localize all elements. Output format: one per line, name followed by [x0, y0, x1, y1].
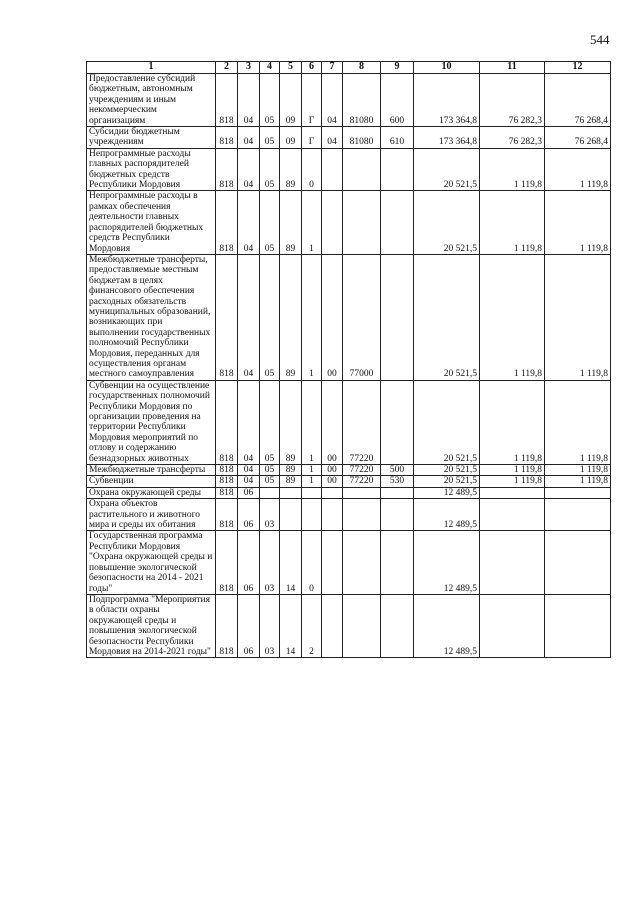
- row-name: Охрана окружающей среды: [87, 487, 216, 498]
- header-cell: 8: [343, 62, 381, 74]
- amount-col10: 20 521,5: [414, 465, 480, 476]
- header-cell: 10: [414, 62, 480, 74]
- code-expense-type: 530: [381, 476, 414, 487]
- code-direction: 81080: [343, 127, 381, 149]
- code-razdel: 06: [238, 594, 260, 657]
- code-podrazdel: 05: [260, 74, 280, 127]
- table-row: [87, 594, 611, 657]
- amount-col11: 76 282,3: [480, 127, 545, 149]
- amount-col12: 76 268,4: [545, 74, 611, 127]
- table-row: [87, 465, 611, 476]
- code-direction: [343, 499, 381, 531]
- amount-col12: [545, 594, 611, 657]
- code-event: 00: [322, 380, 343, 464]
- row-name: Подпрограмма "Мероприятия в области охраны окружающей среды и повышения экологической безопасности Республики Мордовия на 2014-2021 годы": [87, 594, 216, 657]
- table-row: [87, 191, 611, 254]
- code-event: 04: [322, 74, 343, 127]
- code-direction: 77000: [343, 254, 381, 380]
- code-event: [322, 148, 343, 191]
- code-program: 89: [280, 465, 302, 476]
- code-direction: [343, 594, 381, 657]
- code-glava: 818: [216, 254, 238, 380]
- code-program: 14: [280, 594, 302, 657]
- code-expense-type: [381, 499, 414, 531]
- code-glava: 818: [216, 594, 238, 657]
- code-subprogram: 0: [302, 531, 322, 594]
- code-expense-type: [381, 191, 414, 254]
- code-subprogram: 1: [302, 380, 322, 464]
- row-name: Непрограммные расходы в рамках обеспечения деятельности главных распорядителей бюджетных средств Республики Мордовия: [87, 191, 216, 254]
- code-event: 00: [322, 476, 343, 487]
- code-podrazdel: 05: [260, 476, 280, 487]
- amount-col11: 1 119,8: [480, 254, 545, 380]
- amount-col11: 1 119,8: [480, 148, 545, 191]
- amount-col12: 1 119,8: [545, 254, 611, 380]
- code-expense-type: [381, 254, 414, 380]
- code-razdel: 04: [238, 254, 260, 380]
- table-header: [87, 62, 611, 74]
- row-name: Межбюджетные трансферты, предоставляемые местным бюджетам в целях финансового обеспечения расходных обязательств муниципальных образований, возникающих при выполнении государственных полномочий Республики Мордовия, переданных для осуществления органам местного самоуправления: [87, 254, 216, 380]
- code-event: 04: [322, 127, 343, 149]
- code-razdel: 04: [238, 465, 260, 476]
- code-event: [322, 594, 343, 657]
- code-podrazdel: [260, 487, 280, 498]
- row-name: Предоставление субсидий бюджетным, автономным учреждениям и иным некоммерческим организациям: [87, 74, 216, 127]
- row-name: Субвенции: [87, 476, 216, 487]
- code-program: 89: [280, 191, 302, 254]
- table-row: [87, 74, 611, 127]
- code-razdel: 06: [238, 499, 260, 531]
- code-event: [322, 191, 343, 254]
- code-event: 00: [322, 465, 343, 476]
- amount-col10: 12 489,5: [414, 594, 480, 657]
- code-glava: 818: [216, 487, 238, 498]
- code-razdel: 04: [238, 127, 260, 149]
- code-expense-type: 500: [381, 465, 414, 476]
- amount-col11: 1 119,8: [480, 380, 545, 464]
- header-row: [87, 62, 611, 74]
- code-direction: 77220: [343, 476, 381, 487]
- amount-col12: 1 119,8: [545, 148, 611, 191]
- amount-col12: 1 119,8: [545, 465, 611, 476]
- amount-col10: 173 364,8: [414, 127, 480, 149]
- amount-col10: 12 489,5: [414, 499, 480, 531]
- code-program: 09: [280, 127, 302, 149]
- code-glava: 818: [216, 191, 238, 254]
- code-subprogram: Г: [302, 127, 322, 149]
- amount-col10: 20 521,5: [414, 476, 480, 487]
- code-direction: 81080: [343, 74, 381, 127]
- amount-col10: 20 521,5: [414, 254, 480, 380]
- amount-col11: 1 119,8: [480, 191, 545, 254]
- code-program: 14: [280, 531, 302, 594]
- budget-table: [86, 61, 611, 658]
- row-name: Непрограммные расходы главных распорядителей бюджетных средств Республики Мордовия: [87, 148, 216, 191]
- header-cell: 11: [480, 62, 545, 74]
- header-cell: 12: [545, 62, 611, 74]
- amount-col12: 1 119,8: [545, 380, 611, 464]
- code-program: 89: [280, 148, 302, 191]
- amount-col10: 12 489,5: [414, 487, 480, 498]
- code-razdel: 06: [238, 487, 260, 498]
- row-name: Межбюджетные трансферты: [87, 465, 216, 476]
- header-cell: 1: [87, 62, 216, 74]
- row-name: Государственная программа Республики Мордовия "Охрана окружающей среды и повышение экологической безопасности на 2014 - 2021 годы": [87, 531, 216, 594]
- code-subprogram: [302, 487, 322, 498]
- amount-col10: 20 521,5: [414, 148, 480, 191]
- code-razdel: 04: [238, 74, 260, 127]
- code-subprogram: 0: [302, 148, 322, 191]
- amount-col12: [545, 499, 611, 531]
- code-expense-type: [381, 148, 414, 191]
- code-razdel: 04: [238, 476, 260, 487]
- code-razdel: 04: [238, 380, 260, 464]
- header-cell: 7: [322, 62, 343, 74]
- code-direction: [343, 148, 381, 191]
- table-row: [87, 499, 611, 531]
- amount-col12: 1 119,8: [545, 476, 611, 487]
- code-program: 89: [280, 476, 302, 487]
- table-row: [87, 531, 611, 594]
- amount-col12: 1 119,8: [545, 191, 611, 254]
- code-program: 89: [280, 254, 302, 380]
- table-row: [87, 487, 611, 498]
- code-razdel: 04: [238, 191, 260, 254]
- code-glava: 818: [216, 74, 238, 127]
- code-subprogram: 2: [302, 594, 322, 657]
- code-glava: 818: [216, 499, 238, 531]
- code-glava: 818: [216, 465, 238, 476]
- code-program: 89: [280, 380, 302, 464]
- code-glava: 818: [216, 380, 238, 464]
- code-expense-type: [381, 531, 414, 594]
- amount-col11: [480, 594, 545, 657]
- code-subprogram: [302, 499, 322, 531]
- table-row: [87, 380, 611, 464]
- code-program: [280, 487, 302, 498]
- row-name: Охрана объектов растительного и животного мира и среды их обитания: [87, 499, 216, 531]
- row-name: Субсидии бюджетным учреждениям: [87, 127, 216, 149]
- table-row: [87, 476, 611, 487]
- amount-col11: [480, 487, 545, 498]
- code-event: 00: [322, 254, 343, 380]
- code-event: [322, 531, 343, 594]
- header-cell: 2: [216, 62, 238, 74]
- header-cell: 6: [302, 62, 322, 74]
- code-subprogram: 1: [302, 254, 322, 380]
- code-subprogram: 1: [302, 476, 322, 487]
- code-glava: 818: [216, 476, 238, 487]
- header-cell: 9: [381, 62, 414, 74]
- code-direction: [343, 191, 381, 254]
- code-podrazdel: 05: [260, 380, 280, 464]
- table-row: [87, 254, 611, 380]
- code-podrazdel: 05: [260, 127, 280, 149]
- amount-col11: 76 282,3: [480, 74, 545, 127]
- amount-col11: [480, 531, 545, 594]
- amount-col11: 1 119,8: [480, 476, 545, 487]
- code-subprogram: 1: [302, 465, 322, 476]
- code-event: [322, 487, 343, 498]
- code-program: 09: [280, 74, 302, 127]
- code-expense-type: [381, 487, 414, 498]
- code-expense-type: 600: [381, 74, 414, 127]
- code-expense-type: [381, 380, 414, 464]
- code-razdel: 04: [238, 148, 260, 191]
- amount-col12: [545, 531, 611, 594]
- code-podrazdel: 05: [260, 254, 280, 380]
- code-subprogram: Г: [302, 74, 322, 127]
- code-podrazdel: 03: [260, 594, 280, 657]
- amount-col11: 1 119,8: [480, 465, 545, 476]
- amount-col12: 76 268,4: [545, 127, 611, 149]
- amount-col12: [545, 487, 611, 498]
- row-name: Субвенции на осуществление государственных полномочий Республики Мордовия по организации проведения на территории Республики Мордовия мероприятий по отлову и содержанию безнадзорных животных: [87, 380, 216, 464]
- code-glava: 818: [216, 127, 238, 149]
- table-body: [87, 74, 611, 658]
- table-row: [87, 148, 611, 191]
- code-podrazdel: 05: [260, 148, 280, 191]
- code-glava: 818: [216, 148, 238, 191]
- code-podrazdel: 03: [260, 531, 280, 594]
- amount-col11: [480, 499, 545, 531]
- code-expense-type: 610: [381, 127, 414, 149]
- code-direction: [343, 487, 381, 498]
- header-cell: 3: [238, 62, 260, 74]
- code-podrazdel: 03: [260, 499, 280, 531]
- code-direction: 77220: [343, 465, 381, 476]
- amount-col10: 20 521,5: [414, 380, 480, 464]
- code-program: [280, 499, 302, 531]
- code-razdel: 06: [238, 531, 260, 594]
- code-direction: 77220: [343, 380, 381, 464]
- header-cell: 4: [260, 62, 280, 74]
- code-expense-type: [381, 594, 414, 657]
- page-number: 544: [590, 32, 610, 47]
- code-podrazdel: 05: [260, 465, 280, 476]
- code-direction: [343, 531, 381, 594]
- code-glava: 818: [216, 531, 238, 594]
- amount-col10: 12 489,5: [414, 531, 480, 594]
- code-subprogram: 1: [302, 191, 322, 254]
- code-podrazdel: 05: [260, 191, 280, 254]
- code-event: [322, 499, 343, 531]
- amount-col10: 20 521,5: [414, 191, 480, 254]
- table-row: [87, 127, 611, 149]
- amount-col10: 173 364,8: [414, 74, 480, 127]
- header-cell: 5: [280, 62, 302, 74]
